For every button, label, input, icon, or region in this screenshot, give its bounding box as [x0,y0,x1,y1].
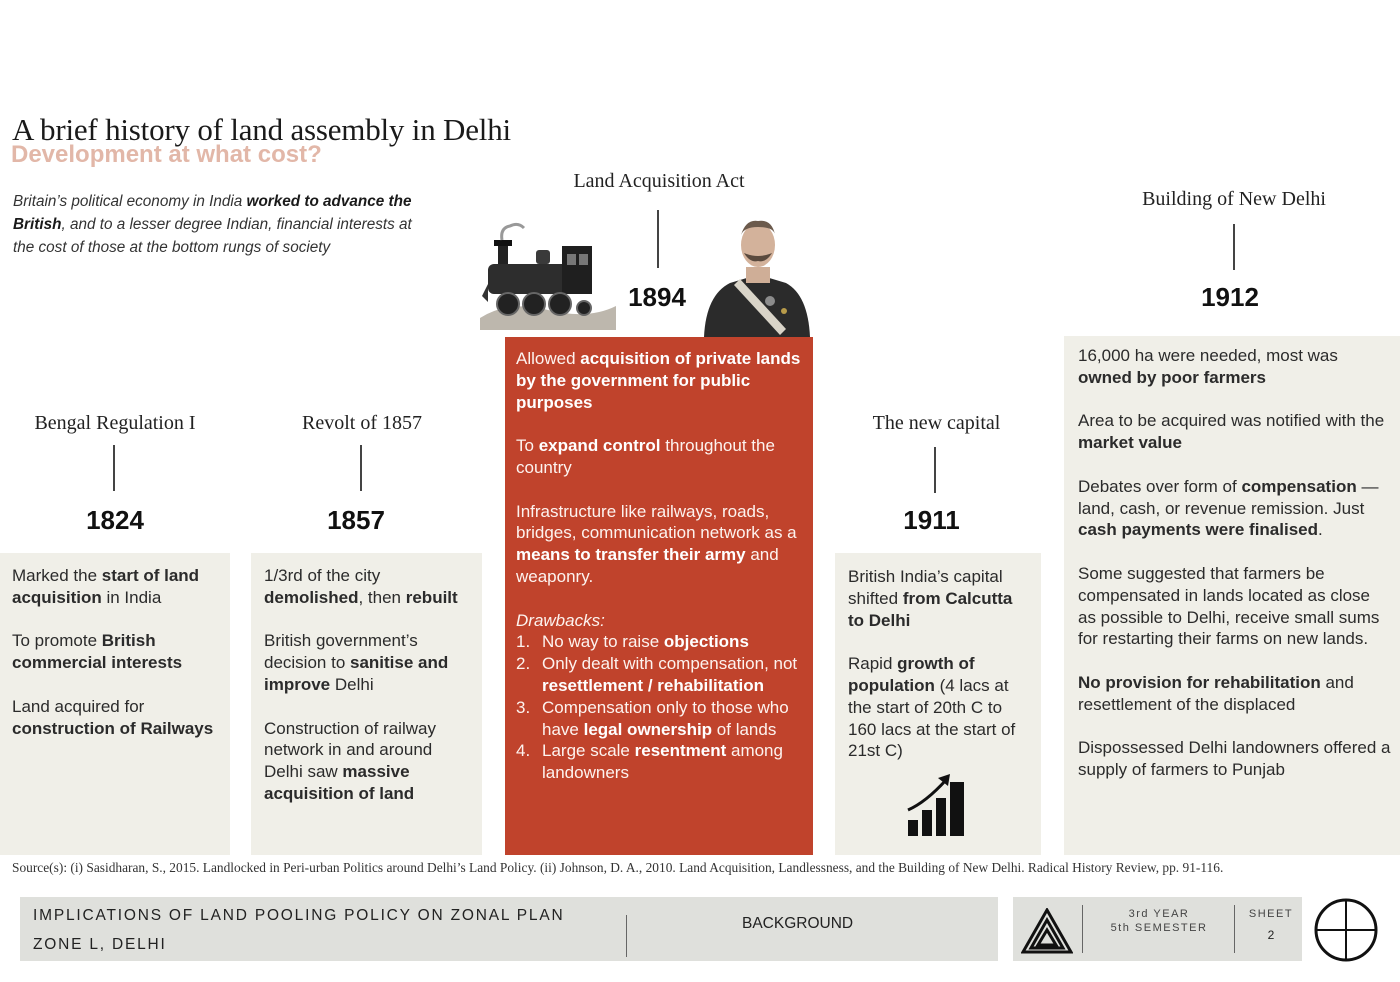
panel-1894-p1: Allowed acquisition of private lands by the government for public purposes [516,349,801,412]
steam-locomotive-image [478,222,618,330]
panel-1912-p3: Debates over form of compensation — land, cash, or revenue remission. Just cash payments were finalised. [1078,476,1379,540]
year-label: 3rd YEAR [1128,908,1190,920]
panel-1911-p2: Rapid growth of population (4 lacs at the start of 20th C to 160 lacs at the start of 21st C) [848,654,1016,761]
panel-1824-p2: To promote British commercial interests [12,631,183,673]
timeline-connector [657,210,659,268]
timeline-connector [113,445,115,491]
divider [626,915,627,957]
panel-1824-p1: Marked the start of land acquisition in India [12,566,200,607]
label-1894: Land Acquisition Act [573,170,745,192]
panel-1894 [505,337,813,855]
page-title: A brief history of land assembly in Delhi [12,112,511,147]
panel-1857-p1: 1/3rd of the city demolished, then rebuilt [264,566,458,607]
timeline-connector [1233,224,1235,270]
panel-1824 [0,553,230,855]
growth-chart-icon [906,772,970,838]
year-1857: 1857 [327,505,385,535]
timeline-connector [360,445,362,491]
panel-1824-p3: Land acquired for construction of Railways [12,696,214,738]
semester-label: 5th SEMESTER [1110,922,1208,934]
divider [1082,905,1083,953]
panel-1912-p1: 16,000 ha were needed, most was owned by poor farmers [1078,346,1338,387]
project-title-line2: ZONE L, DELHI [33,936,167,953]
year-1911: 1911 [903,505,960,535]
drawback-item: 4. Large scale resentment among landowners [516,741,783,783]
panel-1857-p3: Construction of railway network in and around Delhi saw massive acquisition of land [264,718,436,803]
label-1857: Revolt of 1857 [302,412,422,434]
year-1894: 1894 [628,282,686,312]
page-subtitle: Development at what cost? [11,141,322,168]
sheet-info-block [1013,897,1302,961]
label-1911: The new capital [872,412,1001,434]
drawbacks-list [516,631,803,784]
panel-1912-p5: No provision for rehabilitation and resettlement of the displaced [1078,672,1354,714]
panel-1857-p2: British government’s decision to sanitise and improve Delhi [264,631,449,694]
drawback-item: 1. No way to raise objections [516,632,749,652]
sheet-number: 2 [1267,928,1275,942]
year-1824: 1824 [86,505,144,535]
section-name: BACKGROUND [742,915,854,932]
drawback-item: 3. Compensation only to those who have legal ownership of lands [516,697,789,739]
panel-1912 [1064,336,1400,855]
panel-1894-p3: Infrastructure like railways, roads, bridges, communication network as a means to transfer their army and weaponry. [516,501,797,586]
intro-text: Britain’s political economy in India worked to advance the British, and to a lesser degree Indian, financial interests at the cost of those at the bottom rungs of society [13,193,412,256]
panel-1894-p2: To expand control throughout the country [516,436,775,477]
drawback-item: 2. Only dealt with compensation, not resettlement / rehabilitation [516,654,798,695]
viceroy-portrait-image [700,217,812,337]
drawbacks-heading: Drawbacks: [516,610,605,630]
label-1912: Building of New Delhi [1142,188,1326,210]
panel-1911-p1: British India’s capital shifted from Calcutta to Delhi [848,567,1013,630]
label-1824: Bengal Regulation I [34,412,196,434]
panel-1912-p6: Dispossessed Delhi landowners offered a supply of farmers to Punjab [1078,738,1391,780]
triangle-logo-icon [1021,908,1073,954]
source-citation: Source(s): (i) Sasidharan, S., 2015. Landlocked in Peri-urban Politics around Delhi’s Land Policy. (ii) Johnson, D. A., 2010. Land Acquisition, Landlessness, and the Building of New Delhi. Radical History Review, pp. 91-116. [12,860,1224,875]
north-compass-icon [1313,897,1379,963]
panel-1912-p2: Area to be acquired was notified with the market value [1078,411,1385,453]
divider [1234,905,1235,953]
title-block [20,897,998,961]
sheet-label: SHEET [1248,908,1294,920]
timeline-connector [934,447,936,493]
year-1912: 1912 [1201,282,1259,312]
panel-1912-p4: Some suggested that farmers be compensated in lands located as close as possible to Delhi, receive small sums for restarting their farms on new lands. [1078,563,1380,649]
panel-1857 [251,553,482,855]
project-title-line1: IMPLICATIONS OF LAND POOLING POLICY ON ZONAL PLAN [33,907,565,924]
